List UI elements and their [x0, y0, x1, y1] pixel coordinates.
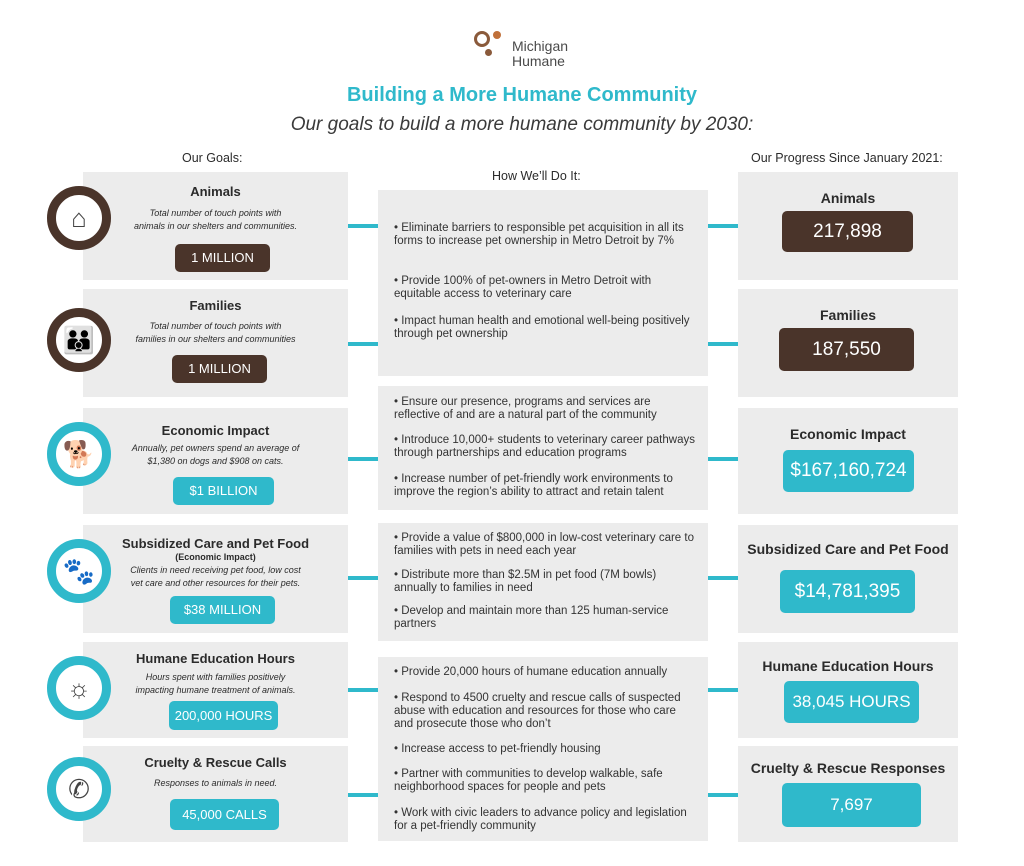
- progress-value-pill: 187,550: [779, 328, 914, 371]
- logo-dot: [485, 49, 492, 56]
- dog-cat-icon: 🐕: [47, 422, 111, 486]
- goal-card-economic-impact: [83, 408, 348, 514]
- progress-value-pill: 217,898: [782, 211, 913, 252]
- progress-value-pill: $14,781,395: [780, 570, 915, 613]
- logo-line2: Humane: [512, 53, 565, 69]
- progress-title: Animals: [820, 190, 876, 206]
- goal-description-line: Clients in need receiving pet food, low cost: [130, 565, 301, 575]
- how-bullet: • Respond to 4500 cruelty and rescue calls of suspected abuse with education and resources for those who care and prosecute those who don’t: [394, 692, 681, 730]
- progress-value-pill: 38,045 HOURS: [784, 681, 919, 723]
- logo-line1: Michigan: [512, 38, 569, 54]
- goal-value-pill: 1 MILLION: [175, 244, 270, 272]
- goal-description-line: impacting humane treatment of animals.: [135, 685, 296, 695]
- goal-description-line: $1,380 on dogs and $908 on cats.: [147, 456, 284, 466]
- connector: [348, 688, 378, 692]
- page-subtitle: Our goals to build a more humane community by 2030:: [290, 114, 754, 135]
- page-title: Building a More Humane Community: [346, 84, 698, 106]
- how-bullet: • Distribute more than $2.5M in pet food (7M bowls) annually to families in need: [394, 569, 657, 594]
- how-bullet: • Increase number of pet-friendly work environments to improve the region’s ability to attract and retain talent: [394, 473, 673, 498]
- goal-title: Economic Impact: [161, 423, 270, 438]
- goal-title: Cruelty & Rescue Calls: [144, 755, 287, 770]
- how-bullet: • Develop and maintain more than 125 human-service partners: [394, 605, 669, 630]
- progress-title: Humane Education Hours: [762, 658, 934, 674]
- progress-value-pill: $167,160,724: [783, 450, 914, 492]
- goal-description: [113, 671, 318, 697]
- michigan-humane-logo: [472, 27, 592, 75]
- connector: [708, 793, 738, 797]
- connector: [348, 793, 378, 797]
- how-bullet: • Eliminate barriers to responsible pet acquisition in all its forms to increase pet ownership in Metro Detroit by 7%: [394, 222, 684, 247]
- connector: [348, 342, 378, 346]
- how-bullet: • Work with civic leaders to advance policy and legislation for a pet-friendly community: [394, 807, 687, 832]
- connector: [708, 224, 738, 228]
- classroom-icon: ☼: [47, 656, 111, 720]
- how-card-3: [378, 523, 708, 641]
- connector: [708, 342, 738, 346]
- goal-description-line: Total number of touch points with: [149, 321, 282, 331]
- goal-title: Subsidized Care and Pet Food: [121, 536, 310, 551]
- how-bullet: • Impact human health and emotional well-being positively through pet ownership: [394, 315, 690, 340]
- phone-icon: ✆: [47, 757, 111, 821]
- goals-column-heading: Our Goals:: [182, 151, 243, 165]
- connector: [348, 576, 378, 580]
- goal-title: Families: [189, 298, 242, 313]
- goal-title: Humane Education Hours: [136, 651, 295, 666]
- how-bullet: • Introduce 10,000+ students to veterinary career pathways through partnerships and education programs: [394, 434, 695, 459]
- family-icon: 👪: [47, 308, 111, 372]
- goal-value-pill: 1 MILLION: [172, 355, 267, 383]
- logo-mark-icon: [474, 31, 490, 47]
- goal-description-line: Annually, pet owners spend an average of: [131, 443, 300, 453]
- progress-value-pill: 7,697: [782, 783, 921, 827]
- goal-description: [103, 564, 328, 590]
- paw-plus-icon: 🐾: [47, 539, 111, 603]
- goal-description-line: vet care and other resources for their pets.: [130, 578, 301, 588]
- goal-value-pill: 45,000 CALLS: [170, 799, 279, 830]
- goal-card-families: [83, 289, 348, 397]
- how-bullet: • Partner with communities to develop walkable, safe neighborhood spaces for people and pets: [394, 768, 663, 793]
- goal-description: [113, 442, 318, 468]
- goal-description-line: families in our shelters and communities: [135, 334, 296, 344]
- progress-title: Families: [819, 307, 877, 323]
- goal-description-line: Responses to animals in need.: [153, 778, 278, 788]
- logo-text: [512, 39, 568, 69]
- how-bullet: • Provide 100% of pet-owners in Metro Detroit with equitable access to veterinary care: [394, 275, 652, 300]
- how-card-1: [378, 190, 708, 376]
- progress-title: Subsidized Care and Pet Food: [747, 541, 949, 557]
- progress-card-animals: [738, 172, 958, 280]
- connector: [708, 576, 738, 580]
- progress-card-cruelty-rescue: [738, 746, 958, 842]
- goal-description-line: Total number of touch points with: [149, 208, 282, 218]
- progress-title: Economic Impact: [790, 426, 906, 442]
- goal-card-humane-education: [83, 642, 348, 738]
- progress-title: Cruelty & Rescue Responses: [750, 760, 946, 776]
- progress-card-families: [738, 289, 958, 397]
- goal-description: [113, 320, 318, 346]
- goal-card-animals: [83, 172, 348, 280]
- goal-title: Animals: [190, 184, 241, 199]
- goal-value-pill: $1 BILLION: [173, 477, 274, 505]
- connector: [348, 224, 378, 228]
- how-card-4: [378, 657, 708, 841]
- goal-card-subsidized-care: [83, 525, 348, 633]
- house-pet-icon: ⌂: [47, 186, 111, 250]
- goal-description-line: animals in our shelters and communities.: [133, 221, 298, 231]
- goal-card-cruelty-rescue: [83, 746, 348, 842]
- progress-column-heading: Our Progress Since January 2021:: [751, 151, 943, 165]
- progress-card-subsidized-care: [738, 525, 958, 633]
- how-card-2: [378, 386, 708, 510]
- goal-value-pill: 200,000 HOURS: [169, 701, 278, 730]
- logo-dot: [493, 31, 501, 39]
- goal-subtitle: (Economic Impact): [175, 552, 256, 562]
- goal-value-pill: $38 MILLION: [170, 596, 275, 624]
- goal-description: [113, 207, 318, 233]
- goal-description-line: Hours spent with families positively: [145, 672, 286, 682]
- progress-card-humane-education: [738, 642, 958, 738]
- how-bullet: • Provide 20,000 hours of humane education annually: [394, 666, 668, 678]
- how-bullet: • Ensure our presence, programs and services are reflective of and are a natural part of the community: [394, 396, 657, 421]
- progress-card-economic-impact: [738, 408, 958, 514]
- connector: [708, 457, 738, 461]
- how-bullet: • Provide a value of $800,000 in low-cost veterinary care to families with pets in need each year: [394, 532, 694, 557]
- how-bullet: • Increase access to pet-friendly housing: [394, 743, 601, 755]
- how-column-heading: How We’ll Do It:: [492, 169, 581, 183]
- connector: [348, 457, 378, 461]
- goal-description: [113, 777, 318, 790]
- connector: [708, 688, 738, 692]
